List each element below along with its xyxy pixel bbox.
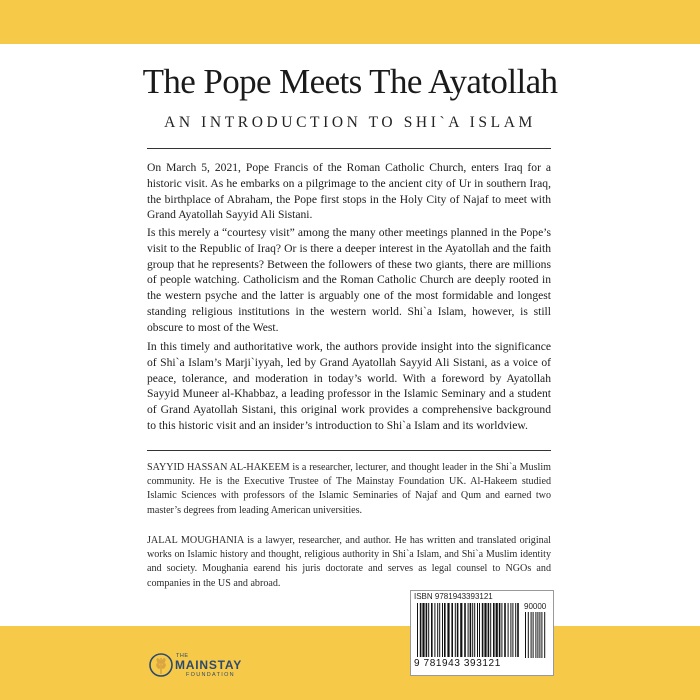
bottom-yellow-band	[0, 626, 700, 700]
description-paragraph-1: On March 5, 2021, Pope Francis of the Roman Catholic Church, enters Iraq for a historic visit. As he embarks on a pilgrimage to the ancient city of Ur in southern Iraq, the birthplace of Abraham, the Pope first stops in the Holy City of Najaf to meet with Grand Ayatollah Sayyid Ali Sistani.	[147, 161, 551, 222]
description-paragraph-2: Is this merely a “courtesy visit” among the many other meetings planned in the Pope’s visit to the Republic of Iraq? Or is there a deeper interest in the Ayatollah and the faith group that he represents? Between the followers of these two giants, there are millions of people watching. Catholicism and the Roman Catholic Church are deeply rooted in the western psyche and the latter is arguably one of the most formidable and longest standing religious institutions in the western world. Shi`a Islam, however, is still obscure to most of the West.	[147, 226, 551, 334]
logo-sub-text: FOUNDATION	[186, 672, 235, 678]
barcode-bar	[470, 603, 472, 657]
barcode-bar	[439, 603, 440, 657]
book-subtitle: AN INTRODUCTION TO SHI`A ISLAM	[164, 114, 536, 131]
barcode-bar	[479, 603, 480, 657]
barcode-bar	[496, 603, 498, 657]
barcode-digits: 9 781943 393121	[414, 658, 501, 669]
barcode-bar	[512, 603, 513, 657]
author-bio-2	[147, 534, 551, 591]
barcode-bar	[517, 603, 519, 657]
barcode-bar	[434, 603, 435, 657]
barcode-bar	[482, 603, 484, 657]
barcode-bar	[422, 603, 424, 657]
book-title: The Pope Meets The Ayatollah	[142, 62, 558, 101]
barcode-bar	[508, 603, 509, 657]
barcode-bar	[525, 612, 526, 658]
barcode-bar	[437, 603, 438, 657]
author-name-2: JALAL MOUGHANIA	[147, 535, 244, 546]
barcode-bar	[472, 603, 473, 657]
barcode-bar	[541, 612, 542, 658]
barcode-bar	[464, 603, 466, 657]
price-barcode-icon	[524, 612, 548, 658]
price-code: 90000	[524, 602, 547, 611]
barcode-bar	[457, 603, 459, 657]
barcode-bar	[499, 603, 501, 657]
barcode-bar	[537, 612, 538, 658]
barcode-bar	[468, 603, 469, 657]
isbn-label: ISBN 9781943393121	[414, 592, 493, 601]
barcode-bar	[510, 603, 511, 657]
barcode-bar	[539, 612, 540, 658]
barcode-bar	[535, 612, 536, 658]
divider-bottom	[147, 450, 551, 451]
barcode-bar	[420, 603, 422, 657]
barcode-bar	[504, 603, 506, 657]
author-bio-1	[147, 461, 551, 518]
barcode-bar	[455, 603, 456, 657]
logo-the-text: THE	[176, 653, 189, 659]
barcode-bar	[488, 603, 490, 657]
barcode-bar	[544, 612, 545, 658]
barcode-bar	[447, 603, 449, 657]
logo-name-text: MAINSTAY	[175, 658, 243, 672]
barcode-bar	[442, 603, 443, 657]
barcode-bar	[444, 603, 446, 657]
divider-top	[147, 148, 551, 149]
barcode-bar	[431, 603, 433, 657]
description-paragraph-3: In this timely and authoritative work, the authors provide insight into the significance of Shi`a Islam’s Marji`iyyah, led by Grand Ayatollah Sayyid Ali Sistani, as a voice of peace, tolerance, and moderation in today’s world. With a foreword by Ayatollah Sayyid Muneer al-Khabbaz, a leading professor in the Islamic Seminary and a student of Grand Ayatollah Sistani, this original work provides a comprehensive background to this historic visit and an insider’s introduction to Shi`a Islam and its worldview.	[147, 340, 551, 432]
barcode-bar	[493, 603, 495, 657]
wheat-logo-icon	[148, 650, 174, 680]
barcode-bar	[428, 603, 429, 657]
barcode-icon	[416, 603, 520, 657]
barcode-bar	[484, 603, 486, 657]
author-bio-text-2: is a lawyer, researcher, and author. He has written and translated original works on Islamic history and thought, religious authority in Shi`a Islam, and Shi`a Muslim identity and society. Moughania earend his juris doctorate and serves as legal counsel to NGOs and companies in the US and abroad.	[147, 535, 551, 589]
barcode-bar	[460, 603, 462, 657]
author-bio-text-1: is a researcher, lecturer, and thought leader in the Shi`a Muslim community. He is the Executive Trustee of The Mainstay Foundation UK. Al-Hakeem studied Islamic Sciences with professors of the Islamic Seminaries of Najaf and Qum and earned two master’s degrees from leading American universities.	[147, 462, 551, 516]
barcode-bar	[515, 603, 516, 657]
barcode-bar	[451, 603, 453, 657]
barcode-bar	[417, 603, 418, 657]
author-name-1: SAYYID HASSAN AL-HAKEEM	[147, 462, 290, 473]
barcode-bar	[477, 603, 478, 657]
barcode-bar	[474, 603, 475, 657]
barcode-bar	[533, 612, 534, 658]
barcode-bar	[531, 612, 532, 658]
barcode-bar	[501, 603, 502, 657]
barcode-bar	[426, 603, 428, 657]
top-yellow-band	[0, 0, 700, 44]
barcode-bar	[528, 612, 529, 658]
barcode-bar	[490, 603, 491, 657]
